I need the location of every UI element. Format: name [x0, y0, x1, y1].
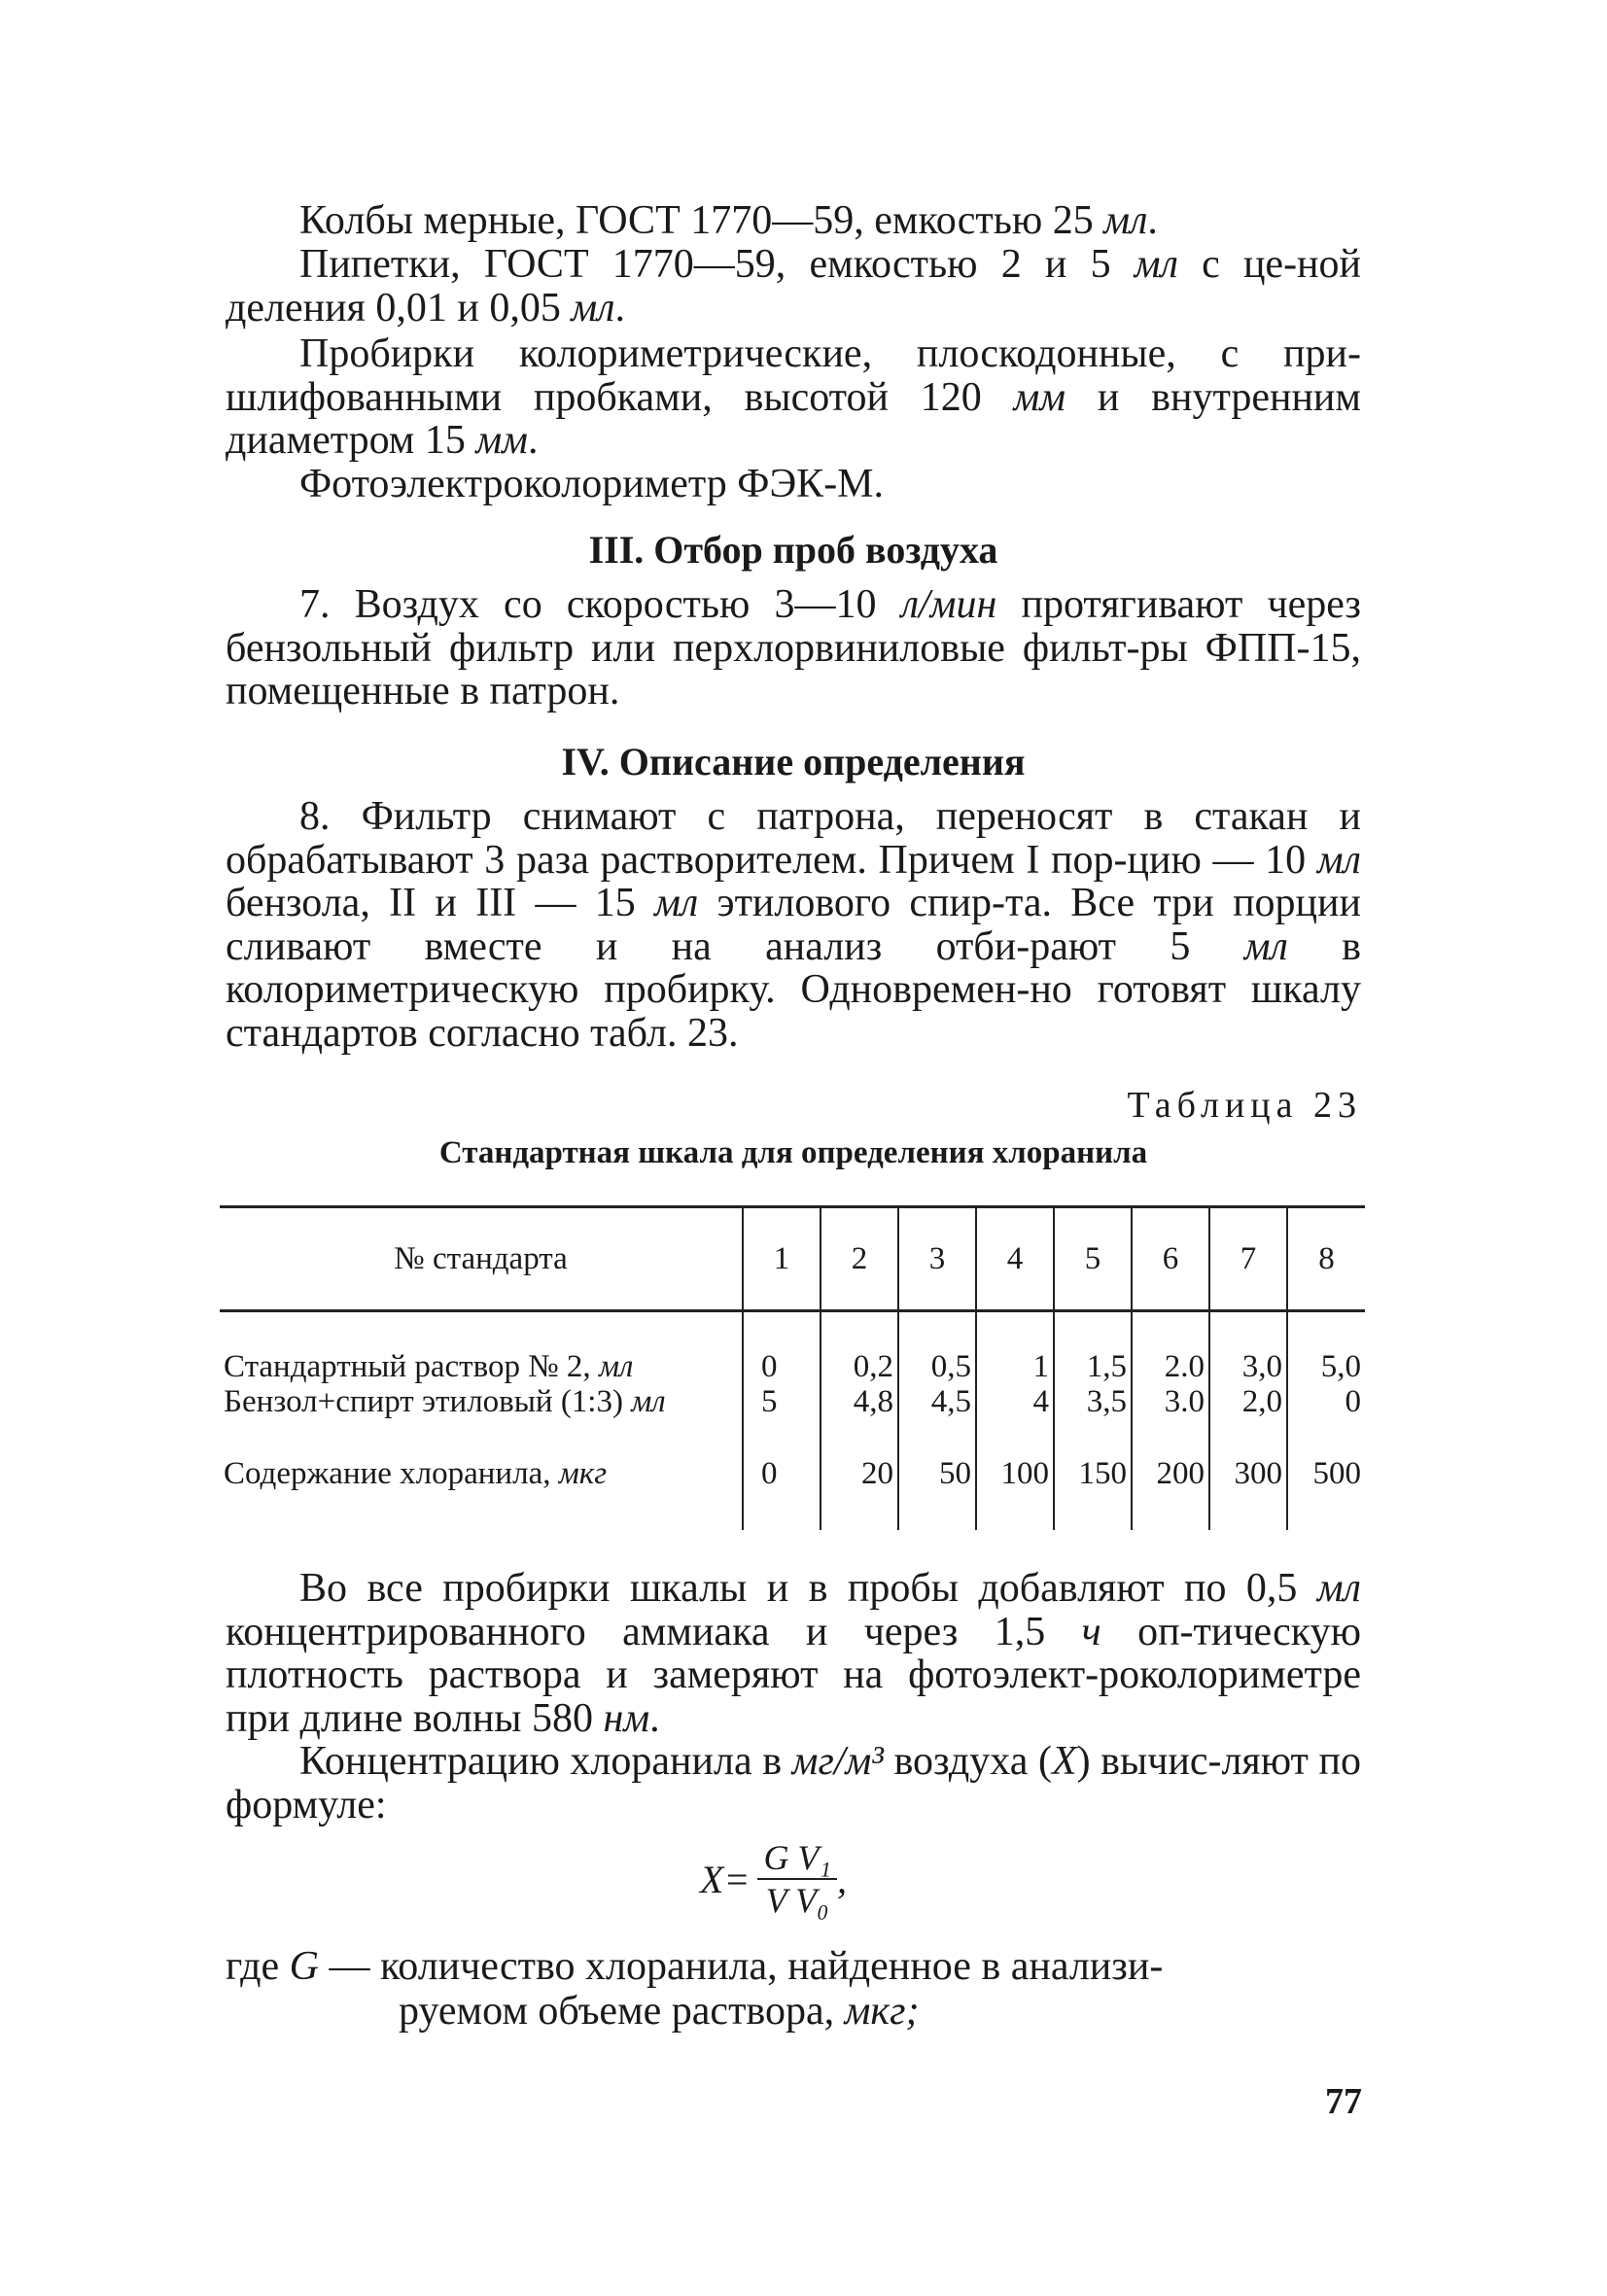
row-label-text: Содержание хлоранила, [224, 1456, 559, 1491]
table-row [220, 1419, 1365, 1530]
row-label [220, 1384, 743, 1419]
where-continuation [226, 1989, 1361, 2034]
text: с це-ной деления 0,01 и 0,05 [226, 242, 1362, 330]
table-cell: 3.0 [1132, 1384, 1209, 1419]
formula-lhs: X= [700, 1857, 751, 1901]
table-cell: 4 [976, 1384, 1054, 1419]
unit: мкг; [844, 1989, 920, 2034]
header-col: 5 [1054, 1207, 1132, 1311]
table-cell: 50 [898, 1419, 976, 1530]
header-col: 1 [743, 1207, 821, 1311]
text: . [649, 1695, 660, 1741]
unit: мл [1134, 242, 1178, 287]
table-cell: 3,5 [1054, 1384, 1132, 1419]
unit: мл [1103, 198, 1148, 243]
table-cell: 1 [976, 1311, 1054, 1385]
paragraph-concentration [226, 1740, 1361, 1826]
text: и внутренним диаметром 15 [226, 374, 1361, 463]
table-cell: 20 [821, 1419, 898, 1530]
table-cell: 1,5 [1054, 1311, 1132, 1385]
header-col: 4 [976, 1207, 1054, 1311]
table-cell: 0,2 [821, 1311, 898, 1385]
where-text: — количество хлоранила, найденное в анализи- [319, 1944, 1164, 1989]
table-cell: 500 [1287, 1419, 1365, 1530]
text: ) вычис-ляют по формуле: [226, 1739, 1361, 1827]
text: 7. Воздух со скоростью 3—10 [299, 582, 901, 627]
paragraph-tubes [226, 332, 1361, 463]
text: . [1147, 198, 1158, 243]
table-cell: 3,0 [1209, 1311, 1287, 1385]
unit: мкг [558, 1456, 608, 1491]
text: Во все пробирки шкалы и в пробы добавляют по 0,5 [299, 1566, 1317, 1611]
text: Концентрацию хлоранила в [299, 1739, 792, 1784]
unit: мл [1316, 1566, 1361, 1611]
table-cell: 4,5 [898, 1384, 976, 1419]
table-cell: 0 [743, 1419, 821, 1530]
section-heading-determination: IV. Описание определения [561, 740, 1026, 783]
unit: нм [603, 1695, 650, 1741]
unit: мл [598, 1349, 634, 1384]
unit: мл [654, 881, 699, 925]
table-cell: 4,8 [821, 1384, 898, 1419]
header-col: 2 [821, 1207, 898, 1311]
page-number: 77 [1325, 2081, 1362, 2122]
unit: мл [571, 285, 615, 330]
table-caption: Стандартная шкала для определения хлоранила [438, 1135, 1148, 1170]
header-col: 3 [898, 1207, 976, 1311]
variable: G [289, 1944, 319, 1989]
table-cell: 300 [1209, 1419, 1287, 1530]
where-lead: где [226, 1944, 290, 1989]
formula-fraction [757, 1837, 837, 1921]
text: в колориметрическую пробирку. Одновремен-но готовят шкалу стандартов согласно табл. 23. [226, 923, 1361, 1056]
unit: мм [475, 418, 528, 463]
table-header-row [220, 1207, 1365, 1311]
table-cell: 5 [743, 1384, 821, 1419]
table-cell: 5,0 [1287, 1311, 1365, 1385]
table-cell: 2,0 [1209, 1384, 1287, 1419]
where-text: руемом объеме раствора, [399, 1989, 845, 2034]
table-cell: 0 [1287, 1384, 1365, 1419]
text: этилового спир-та. Все три порции сливают вместе и на анализ отби-рают 5 [226, 881, 1361, 969]
row-label-text: Стандартный раствор № 2, [224, 1349, 599, 1384]
table-cell: 0 [743, 1311, 821, 1385]
row-label [220, 1311, 743, 1385]
header-label: № стандарта [220, 1207, 743, 1311]
row-label-text: Бензол+спирт этиловый (1:3) [224, 1384, 632, 1419]
paragraph-flasks [226, 199, 1361, 243]
table-cell: 2.0 [1132, 1311, 1209, 1385]
formula-numerator: G V₁ [757, 1837, 837, 1880]
table-row [220, 1311, 1365, 1385]
text: . [527, 418, 539, 463]
table-row [220, 1384, 1365, 1419]
header-col: 7 [1209, 1207, 1287, 1311]
table-label: Таблица 23 [1127, 1085, 1362, 1126]
row-label [220, 1419, 743, 1530]
where-clause [226, 1944, 1361, 2034]
paragraph-8 [226, 795, 1361, 1055]
text: Колбы мерные, ГОСТ 1770—59, емкостью 25 [299, 198, 1104, 243]
unit: мг/м³ [791, 1739, 884, 1784]
variable: X [1051, 1739, 1077, 1784]
unit: мл [631, 1384, 666, 1419]
text: воздуха ( [883, 1739, 1052, 1784]
paragraph-photometer: Фотоэлектроколориметр ФЭК-М. [299, 462, 885, 506]
standards-table [220, 1205, 1365, 1530]
header-col: 6 [1132, 1207, 1209, 1311]
unit: ч [1081, 1609, 1101, 1654]
unit: л/мин [900, 582, 997, 627]
text: Пипетки, ГОСТ 1770—59, емкостью 2 и 5 [299, 242, 1135, 287]
text: . [614, 285, 625, 330]
text: протягивают через бензольный фильтр или перхлорвиниловые фильт-ры ФПП-15, помещенные в патрон. [226, 582, 1361, 713]
text: оп-тическую плотность раствора и замеряют на фотоэлект-роколориметре при длине волны 580 [226, 1609, 1361, 1741]
text: концентрированного аммиака и через 1,5 [226, 1609, 1082, 1654]
header-col: 8 [1287, 1207, 1365, 1311]
table-cell: 100 [976, 1419, 1054, 1530]
text: 8. Фильтр снимают с патрона, переносят в стакан и обрабатывают 3 раза растворителем. Причем I пор-цию — 10 [226, 794, 1361, 883]
paragraph-ammonia [226, 1567, 1361, 1740]
table-cell: 0,5 [898, 1311, 976, 1385]
unit: мл [1316, 837, 1361, 883]
text: Пробирки колориметрические, плоскодонные, с при-шлифованными пробками, высотой 120 [226, 331, 1361, 420]
formula [700, 1837, 847, 1921]
formula-denominator: V V₀ [765, 1881, 829, 1920]
unit: мм [1013, 374, 1066, 420]
formula-tail: , [836, 1857, 847, 1901]
unit: мл [1243, 923, 1288, 969]
section-heading-air-sampling: III. Отбор проб воздуха [588, 528, 998, 572]
paragraph-pipettes [226, 243, 1361, 330]
text: бензола, II и III — 15 [226, 881, 655, 925]
table-cell: 200 [1132, 1419, 1209, 1530]
table-cell: 150 [1054, 1419, 1132, 1530]
paragraph-7 [226, 583, 1361, 713]
